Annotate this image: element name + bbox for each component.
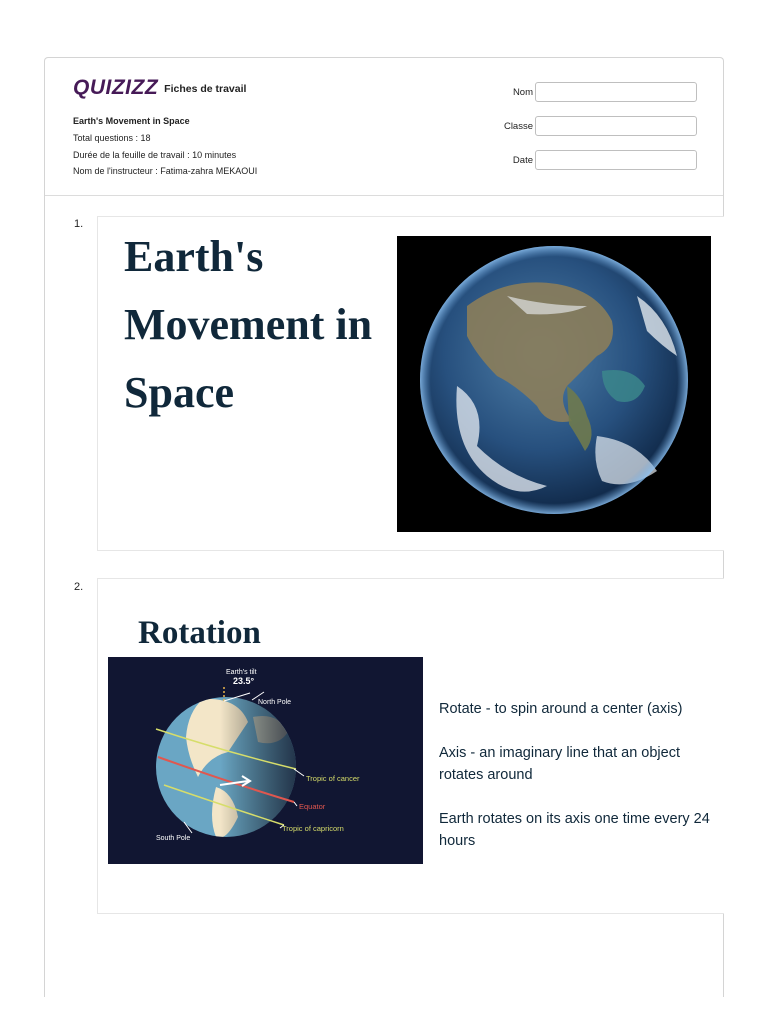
rotation-definitions xyxy=(439,698,719,874)
definition-rotate: Rotate - to spin around a center (axis) xyxy=(439,701,683,717)
logo-text: QUIZIZZ xyxy=(73,76,159,99)
earth-image xyxy=(397,236,711,532)
date-input[interactable] xyxy=(535,150,697,170)
equator-label: Equator xyxy=(299,802,326,811)
earth-globe-icon xyxy=(397,236,711,532)
classe-input[interactable] xyxy=(535,116,697,136)
question-number: 2. xyxy=(74,581,84,593)
south-pole-label: South Pole xyxy=(156,835,191,842)
title-line: Earth's xyxy=(124,232,264,281)
question-number: 1. xyxy=(74,218,84,230)
worksheet-meta xyxy=(73,113,257,180)
tilt-value: 23.5° xyxy=(233,676,255,686)
definition-earth-rotation: Earth rotates on its axis one time every 24 hours xyxy=(439,811,710,849)
slide-title: Rotation xyxy=(138,615,261,651)
question-card-2 xyxy=(97,578,724,914)
title-line: Movement in xyxy=(124,300,373,349)
tilt-label: Earth's tilt xyxy=(226,669,257,676)
rotation-diagram xyxy=(108,657,423,864)
definition-axis: Axis - an imaginary line that an object rotates around xyxy=(439,745,680,783)
field-row-classe xyxy=(485,116,697,136)
total-questions: Total questions : 18 xyxy=(73,132,151,143)
field-label-date: Date xyxy=(512,154,533,166)
worksheet xyxy=(44,57,724,997)
nom-input[interactable] xyxy=(535,82,697,102)
field-label-classe: Classe xyxy=(503,120,533,132)
quizizz-logo xyxy=(73,76,246,100)
worksheet-duration: Durée de la feuille de travail : 10 minutes xyxy=(73,149,237,160)
tropic-capricorn-label: Tropic of capricorn xyxy=(282,824,344,833)
worksheet-header xyxy=(45,58,723,196)
tropic-cancer-label: Tropic of cancer xyxy=(306,774,360,783)
slide-title xyxy=(124,223,372,427)
field-row-date xyxy=(485,150,697,170)
title-line: Space xyxy=(124,368,234,417)
field-label-nom: Nom xyxy=(512,86,533,98)
worksheet-title: Earth's Movement in Space xyxy=(73,116,190,126)
north-pole-label: North Pole xyxy=(258,699,292,706)
earth-tilt-diagram-icon xyxy=(108,657,423,864)
student-fields xyxy=(485,82,697,184)
question-card-1 xyxy=(97,216,724,551)
field-row-nom xyxy=(485,82,697,102)
logo-subtitle: Fiches de travail xyxy=(164,83,247,95)
instructor-name: Nom de l'instructeur : Fatima-zahra MEKAOUI xyxy=(73,166,258,177)
